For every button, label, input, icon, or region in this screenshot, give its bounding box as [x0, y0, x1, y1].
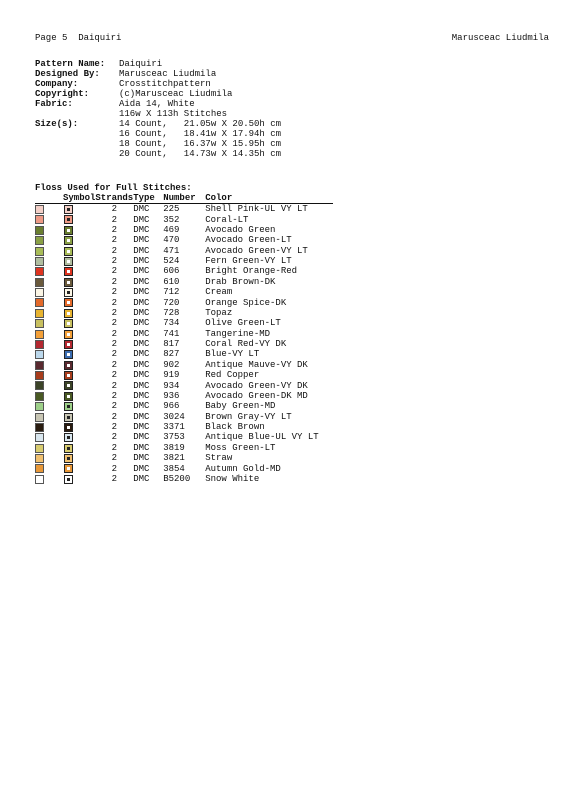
color-swatch: [35, 475, 44, 484]
info-label: Company:: [35, 79, 79, 89]
floss-type: DMC: [133, 328, 150, 339]
stitch-symbol-icon: [64, 319, 73, 328]
floss-type: DMC: [133, 224, 150, 235]
floss-color: Bright Orange-Red: [205, 266, 298, 277]
floss-type: DMC: [133, 235, 150, 246]
floss-color: Orange Spice-DK: [205, 297, 287, 308]
stitch-symbol-icon: [64, 475, 73, 484]
info-value: Daiquiri: [119, 59, 163, 69]
strands-column-header: Strands: [95, 193, 134, 203]
floss-row: [35, 235, 333, 245]
color-swatch: [35, 350, 44, 359]
floss-type: DMC: [133, 442, 150, 453]
floss-color: Tangerine-MD: [205, 328, 271, 339]
color-swatch: [35, 454, 44, 463]
symbol-mark: [67, 312, 70, 315]
stitch-symbol-icon: [64, 340, 73, 349]
floss-number: 225: [163, 204, 180, 215]
floss-number: 728: [163, 307, 180, 318]
floss-color: Snow White: [205, 473, 260, 484]
floss-number: 470: [163, 235, 180, 246]
info-label: Fabric:: [35, 99, 73, 109]
floss-type: DMC: [133, 287, 150, 298]
stitch-symbol-icon: [64, 444, 73, 453]
floss-row: [35, 246, 333, 256]
floss-row: [35, 463, 333, 473]
floss-number: 966: [163, 401, 180, 412]
stitch-symbol-icon: [64, 257, 73, 266]
floss-color: Olive Green-LT: [205, 318, 281, 329]
color-swatch: [35, 433, 44, 442]
info-row: [35, 89, 435, 99]
symbol-mark: [67, 208, 70, 211]
floss-type: DMC: [133, 473, 150, 484]
stitch-symbol-icon: [64, 454, 73, 463]
floss-row: [35, 339, 333, 349]
floss-type: DMC: [133, 422, 150, 433]
stitch-symbol-icon: [64, 309, 73, 318]
floss-type: DMC: [133, 349, 150, 360]
floss-strands: 2: [111, 245, 118, 256]
floss-row: [35, 225, 333, 235]
floss-color: Avocado Green-DK MD: [205, 390, 308, 401]
floss-color: Avocado Green-VY LT: [205, 245, 308, 256]
floss-row: [35, 391, 333, 401]
info-value: 16 Count, 18.41w X 17.94h cm: [119, 129, 282, 139]
floss-color: Drab Brown-DK: [205, 276, 276, 287]
floss-color: Brown Gray-VY LT: [205, 411, 292, 422]
symbol-mark: [67, 343, 70, 346]
symbol-mark: [67, 260, 70, 263]
floss-number: 827: [163, 349, 180, 360]
floss-type: DMC: [133, 214, 150, 225]
stitch-symbol-icon: [64, 371, 73, 380]
symbol-mark: [67, 416, 70, 419]
floss-strands: 2: [111, 297, 118, 308]
floss-strands: 2: [111, 349, 118, 360]
floss-row: [35, 474, 333, 484]
floss-color: Fern Green-VY LT: [205, 256, 292, 267]
info-value: (c)Marusceac Liudmila: [119, 89, 233, 99]
info-value: Crosstitchpattern: [119, 79, 211, 89]
floss-strands: 2: [111, 307, 118, 318]
floss-type: DMC: [133, 339, 150, 350]
stitch-symbol-icon: [64, 381, 73, 390]
floss-type: DMC: [133, 266, 150, 277]
floss-type: DMC: [133, 390, 150, 401]
color-swatch: [35, 236, 44, 245]
floss-number: 936: [163, 390, 180, 401]
stitch-symbol-icon: [64, 464, 73, 473]
floss-strands: 2: [111, 422, 118, 433]
floss-strands: 2: [111, 453, 118, 464]
floss-number: 3821: [163, 453, 185, 464]
info-value: 20 Count, 14.73w X 14.35h cm: [119, 149, 282, 159]
floss-row: [35, 266, 333, 276]
color-column-header: Color: [205, 193, 333, 204]
stitch-symbol-icon: [64, 226, 73, 235]
color-swatch: [35, 464, 44, 473]
floss-strands: 2: [111, 359, 118, 370]
floss-color: Moss Green-LT: [205, 442, 276, 453]
stitch-symbol-icon: [64, 433, 73, 442]
floss-number: 817: [163, 339, 180, 350]
floss-color: Red Copper: [205, 370, 260, 381]
floss-row: [35, 277, 333, 287]
symbol-mark: [67, 478, 70, 481]
floss-number: 3854: [163, 463, 185, 474]
floss-number: B5200: [163, 473, 191, 484]
info-value: Aida 14, White: [119, 99, 195, 109]
floss-strands: 2: [111, 266, 118, 277]
symbol-mark: [67, 270, 70, 273]
color-swatch: [35, 330, 44, 339]
floss-strands: 2: [111, 473, 118, 484]
color-swatch: [35, 413, 44, 422]
symbol-mark: [67, 374, 70, 377]
floss-number: 934: [163, 380, 180, 391]
swatch-column-header: [35, 193, 63, 204]
floss-number: 606: [163, 266, 180, 277]
page-header: [35, 33, 549, 45]
floss-number: 3024: [163, 411, 185, 422]
floss-row: [35, 318, 333, 328]
symbol-mark: [67, 281, 70, 284]
color-swatch: [35, 340, 44, 349]
floss-color: Avocado Green: [205, 224, 276, 235]
type-column-header: Type: [133, 193, 163, 204]
floss-color: Coral-LT: [205, 214, 249, 225]
symbol-mark: [67, 467, 70, 470]
color-swatch: [35, 215, 44, 224]
stitch-symbol-icon: [64, 278, 73, 287]
floss-type: DMC: [133, 276, 150, 287]
floss-strands: 2: [111, 339, 118, 350]
floss-color: Shell Pink-UL VY LT: [205, 204, 308, 215]
page-label: Page 5 Daiquiri: [35, 33, 122, 43]
color-swatch: [35, 361, 44, 370]
info-value: 18 Count, 16.37w X 15.95h cm: [119, 139, 282, 149]
info-row: [35, 99, 435, 109]
floss-color: Baby Green-MD: [205, 401, 276, 412]
stitch-symbol-icon: [64, 392, 73, 401]
symbol-mark: [67, 405, 70, 408]
color-swatch: [35, 278, 44, 287]
floss-row: [35, 308, 333, 318]
stitch-symbol-icon: [64, 423, 73, 432]
symbol-mark: [67, 426, 70, 429]
stitch-symbol-icon: [64, 215, 73, 224]
floss-row: [35, 349, 333, 359]
floss-row: [35, 370, 333, 380]
stitch-symbol-icon: [64, 361, 73, 370]
floss-table: [35, 193, 333, 484]
floss-type: DMC: [133, 245, 150, 256]
info-label: Designed By:: [35, 69, 100, 79]
info-label: Pattern Name:: [35, 59, 106, 69]
floss-type: DMC: [133, 463, 150, 474]
floss-number: 741: [163, 328, 180, 339]
floss-type: DMC: [133, 453, 150, 464]
floss-strands: 2: [111, 380, 118, 391]
color-swatch: [35, 247, 44, 256]
floss-type: DMC: [133, 359, 150, 370]
symbol-mark: [67, 239, 70, 242]
color-swatch: [35, 444, 44, 453]
info-value: 116w X 113h Stitches: [119, 109, 228, 119]
floss-type: DMC: [133, 411, 150, 422]
color-swatch: [35, 226, 44, 235]
color-swatch: [35, 371, 44, 380]
symbol-mark: [67, 218, 70, 221]
color-swatch: [35, 298, 44, 307]
floss-number: 352: [163, 214, 180, 225]
symbol-mark: [67, 384, 70, 387]
floss-row: [35, 329, 333, 339]
symbol-mark: [67, 353, 70, 356]
floss-type: DMC: [133, 204, 150, 215]
stitch-symbol-icon: [64, 413, 73, 422]
info-row: [35, 139, 435, 149]
symbol-mark: [67, 395, 70, 398]
floss-number: 712: [163, 287, 180, 298]
floss-row: [35, 297, 333, 307]
symbol-mark: [67, 447, 70, 450]
floss-type: DMC: [133, 401, 150, 412]
color-swatch: [35, 205, 44, 214]
author-name: Marusceac Liudmila: [451, 33, 549, 43]
info-row: [35, 69, 435, 79]
floss-row: [35, 422, 333, 432]
floss-row: [35, 256, 333, 266]
floss-row: [35, 214, 333, 224]
color-swatch: [35, 267, 44, 276]
floss-color: Straw: [205, 453, 233, 464]
floss-type: DMC: [133, 307, 150, 318]
symbol-mark: [67, 364, 70, 367]
floss-type: DMC: [133, 380, 150, 391]
number-column-header: Number: [163, 193, 205, 204]
stitch-symbol-icon: [64, 288, 73, 297]
floss-number: 919: [163, 370, 180, 381]
floss-color: Blue-VY LT: [205, 349, 260, 360]
floss-type: DMC: [133, 297, 150, 308]
color-swatch: [35, 381, 44, 390]
floss-color: Coral Red-VY DK: [205, 339, 287, 350]
floss-color: Black Brown: [205, 422, 265, 433]
floss-strands: 2: [111, 224, 118, 235]
floss-number: 902: [163, 359, 180, 370]
color-swatch: [35, 309, 44, 318]
floss-row: [35, 380, 333, 390]
symbol-mark: [67, 333, 70, 336]
symbol-mark: [67, 457, 70, 460]
floss-row: [35, 443, 333, 453]
floss-type: DMC: [133, 432, 150, 443]
floss-strands: 2: [111, 235, 118, 246]
floss-color: Antique Mauve-VY DK: [205, 359, 308, 370]
pattern-info: [35, 59, 435, 159]
stitch-symbol-icon: [64, 330, 73, 339]
floss-number: 3371: [163, 422, 185, 433]
stitch-symbol-icon: [64, 205, 73, 214]
color-swatch: [35, 288, 44, 297]
stitch-symbol-icon: [64, 402, 73, 411]
symbol-mark: [67, 436, 70, 439]
floss-color: Avocado Green-LT: [205, 235, 292, 246]
floss-row: [35, 412, 333, 422]
floss-number: 3819: [163, 442, 185, 453]
info-label: Size(s):: [35, 119, 79, 129]
floss-strands: 2: [111, 328, 118, 339]
color-swatch: [35, 423, 44, 432]
floss-strands: 2: [111, 214, 118, 225]
floss-row: [35, 453, 333, 463]
stitch-symbol-icon: [64, 247, 73, 256]
info-row: [35, 149, 435, 159]
info-row: [35, 119, 435, 129]
floss-color: Antique Blue-UL VY LT: [205, 432, 319, 443]
symbol-mark: [67, 301, 70, 304]
floss-color: Cream: [205, 287, 233, 298]
floss-color: Topaz: [205, 307, 233, 318]
info-label: Copyright:: [35, 89, 90, 99]
floss-number: 471: [163, 245, 180, 256]
floss-strands: 2: [111, 276, 118, 287]
floss-type: DMC: [133, 370, 150, 381]
floss-number: 3753: [163, 432, 185, 443]
floss-title: Floss Used for Full Stitches:: [35, 183, 192, 193]
color-swatch: [35, 402, 44, 411]
floss-color: Autumn Gold-MD: [205, 463, 281, 474]
color-swatch: [35, 319, 44, 328]
floss-strands: 2: [111, 370, 118, 381]
floss-number: 734: [163, 318, 180, 329]
info-row: [35, 79, 435, 89]
floss-strands: 2: [111, 390, 118, 401]
symbol-mark: [67, 229, 70, 232]
symbol-column-header: Symbol: [63, 193, 96, 203]
floss-strands: 2: [111, 463, 118, 474]
floss-header-row: [35, 193, 333, 204]
floss-type: DMC: [133, 256, 150, 267]
color-swatch: [35, 392, 44, 401]
info-value: Marusceac Liudmila: [119, 69, 217, 79]
floss-strands: 2: [111, 432, 118, 443]
floss-strands: 2: [111, 401, 118, 412]
floss-strands: 2: [111, 442, 118, 453]
stitch-symbol-icon: [64, 350, 73, 359]
symbol-mark: [67, 291, 70, 294]
floss-row: [35, 287, 333, 297]
floss-strands: 2: [111, 204, 118, 215]
floss-strands: 2: [111, 411, 118, 422]
floss-number: 610: [163, 276, 180, 287]
floss-row: [35, 401, 333, 411]
floss-row: [35, 360, 333, 370]
symbol-mark: [67, 322, 70, 325]
symbol-mark: [67, 250, 70, 253]
info-row: [35, 59, 435, 69]
floss-row: [35, 204, 333, 215]
floss-color: Avocado Green-VY DK: [205, 380, 308, 391]
info-value: 14 Count, 21.05w X 20.50h cm: [119, 119, 282, 129]
color-swatch: [35, 257, 44, 266]
floss-number: 469: [163, 224, 180, 235]
stitch-symbol-icon: [64, 298, 73, 307]
floss-number: 524: [163, 256, 180, 267]
stitch-symbol-icon: [64, 236, 73, 245]
floss-number: 720: [163, 297, 180, 308]
floss-strands: 2: [111, 256, 118, 267]
stitch-symbol-icon: [64, 267, 73, 276]
floss-type: DMC: [133, 318, 150, 329]
info-row: [35, 129, 435, 139]
floss-strands: 2: [111, 287, 118, 298]
floss-strands: 2: [111, 318, 118, 329]
floss-row: [35, 432, 333, 442]
info-row: [35, 109, 435, 119]
